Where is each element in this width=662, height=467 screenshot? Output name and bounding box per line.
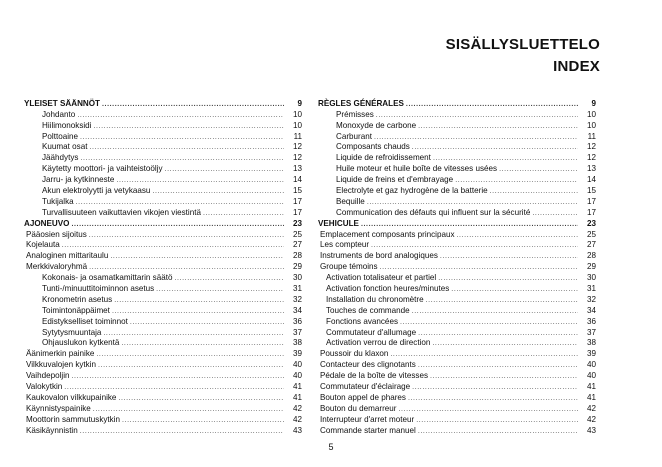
dot-leader (110, 252, 284, 261)
toc-entry-row[interactable] (318, 261, 596, 272)
toc-entry-label: Akun elektrolyytti ja vetykaasu (42, 186, 151, 196)
toc-entry-label: Electrolyte et gaz hydrogène de la batterie (336, 186, 488, 196)
toc-entry-row[interactable] (318, 392, 596, 403)
dot-leader (418, 329, 578, 338)
dot-leader (499, 165, 578, 174)
toc-entry-label: Bequille (336, 196, 365, 206)
toc-entry-label: Turvallisuuteen vaikuttavien vikojen viestintä (42, 207, 201, 217)
dot-leader (412, 383, 578, 392)
toc-entry-row[interactable] (318, 305, 596, 316)
toc-page-number: 12 (586, 153, 596, 163)
toc-entry-label: Liquide de refroidissement (336, 153, 431, 163)
toc-page-number: 41 (292, 382, 302, 392)
dot-leader (361, 220, 578, 229)
toc-page-number: 17 (586, 196, 596, 206)
dot-leader (71, 220, 284, 229)
toc-page-number: 15 (586, 186, 596, 196)
toc-entry-label: Installation du chronomètre (326, 294, 424, 304)
toc-entry-row[interactable] (318, 272, 596, 283)
toc-page-number: 14 (586, 175, 596, 185)
toc-page-number: 17 (292, 207, 302, 217)
toc-entry-row[interactable] (318, 381, 596, 392)
toc-entry-label: Hiilimonoksidi (42, 120, 92, 130)
toc-page-number: 34 (586, 305, 596, 315)
toc-page-number: 9 (297, 98, 302, 108)
toc-entry-label: Carburant (336, 131, 372, 141)
toc-page-number: 30 (586, 273, 596, 283)
toc-entry-row[interactable] (318, 120, 596, 131)
toc-entry-row[interactable] (24, 338, 302, 349)
toc-entry-label: Käynnistyspainike (26, 403, 91, 413)
toc-section-row[interactable] (318, 218, 596, 229)
toc-entry-label: Merkkivaloryhmä (26, 262, 88, 272)
toc-entry-label: RÈGLES GÉNÉRALES (318, 98, 404, 108)
toc-entry-label: AJONEUVO (24, 218, 70, 228)
toc-page-number: 14 (292, 175, 302, 185)
dot-leader (130, 318, 284, 327)
toc-entry-label: Commutateur d'allumage (326, 327, 417, 337)
toc-page-number: 27 (292, 240, 302, 250)
toc-entry-label: Moottorin sammutuskytkin (26, 414, 121, 424)
toc-page-number: 29 (586, 262, 596, 272)
toc-entry-label: Kaukovalon vilkkupainike (26, 392, 117, 402)
toc-entry-label: Kuumat osat (42, 142, 88, 152)
toc-entry-row[interactable] (318, 152, 596, 163)
toc-column-finnish (24, 98, 302, 436)
toc-page-number: 11 (587, 131, 596, 141)
toc-page-number: 17 (586, 207, 596, 217)
toc-entry-label: Instruments de bord analogiques (320, 251, 438, 261)
toc-entry-label: Analoginen mittaritaulu (26, 251, 109, 261)
dot-leader (433, 154, 578, 163)
toc-page-number: 13 (586, 164, 596, 174)
toc-entry-label: Fonctions avancées (326, 316, 398, 326)
toc-entry-row[interactable] (318, 359, 596, 370)
dot-leader (112, 307, 284, 316)
toc-page-number: 39 (292, 349, 302, 359)
toc-section-row[interactable] (24, 218, 302, 229)
toc-page-number: 10 (586, 120, 596, 130)
toc-page-number: 43 (586, 425, 596, 435)
dot-leader (122, 416, 284, 425)
dot-leader (156, 285, 284, 294)
toc-entry-label: Bouton appel de phares (320, 392, 406, 402)
toc-page-number: 10 (292, 120, 302, 130)
toc-entry-label: Toimintonäppäimet (42, 305, 110, 315)
toc-entry-label: Groupe témoins (320, 262, 378, 272)
toc-entry-label: Äänimerkin painike (26, 349, 95, 359)
toc-entry-row[interactable] (24, 370, 302, 381)
dot-leader (102, 100, 284, 109)
dot-leader (412, 307, 578, 316)
toc-entry-row[interactable] (318, 196, 596, 207)
toc-entry-row[interactable] (24, 120, 302, 131)
toc-entry-label: Commande starter manuel (320, 425, 416, 435)
dot-leader (93, 405, 284, 414)
toc-page-number: 38 (292, 338, 302, 348)
index-title-french: INDEX (553, 58, 600, 75)
dot-leader (114, 296, 284, 305)
dot-leader (374, 133, 578, 142)
toc-entry-label: Pédale de la boîte de vitesses (320, 371, 428, 381)
toc-entry-label: Edistykselliset toiminnot (42, 316, 128, 326)
dot-leader (400, 318, 578, 327)
toc-page-number: 11 (293, 131, 302, 141)
toc-entry-label: Vaihdepoljin (26, 371, 70, 381)
toc-entry-label: Vilkkuvalojen kytkin (26, 360, 97, 370)
dot-leader (438, 274, 578, 283)
toc-page-number: 30 (292, 273, 302, 283)
dot-leader (89, 143, 284, 152)
toc-entry-row[interactable] (318, 109, 596, 120)
toc-page-number: 37 (292, 327, 302, 337)
toc-entry-row[interactable] (24, 109, 302, 120)
toc-entry-row[interactable] (318, 283, 596, 294)
toc-entry-row[interactable] (24, 174, 302, 185)
toc-page-number: 31 (292, 284, 302, 294)
toc-entry-row[interactable] (318, 207, 596, 218)
toc-page-number: 29 (292, 262, 302, 272)
toc-page-number: 42 (586, 403, 596, 413)
toc-entry-row[interactable] (24, 152, 302, 163)
dot-leader (80, 133, 284, 142)
toc-page-number: 32 (586, 294, 596, 304)
toc-entry-label: Valokytkin (26, 382, 63, 392)
toc-entry-label: Ohjauslukon kytkentä (42, 338, 120, 348)
toc-entry-row[interactable] (318, 348, 596, 359)
toc-entry-label: Tukijalka (42, 196, 74, 206)
toc-entry-label: Kokonais- ja osamatkamittarin säätö (42, 273, 173, 283)
dot-leader (80, 427, 284, 436)
toc-entry-label: Composants chauds (336, 142, 410, 152)
dot-leader (203, 209, 284, 218)
dot-leader (532, 209, 578, 218)
dot-leader (121, 339, 284, 348)
dot-leader (451, 285, 578, 294)
toc-page-number: 40 (292, 371, 302, 381)
dot-leader (152, 187, 284, 196)
toc-entry-label: Käytetty moottori- ja vaihteistoöljy (42, 164, 163, 174)
toc-entry-row[interactable] (24, 425, 302, 436)
toc-entry-row[interactable] (24, 392, 302, 403)
toc-page-number: 28 (586, 251, 596, 261)
dot-leader (390, 350, 578, 359)
toc-entry-row[interactable] (318, 229, 596, 240)
toc-entry-label: Johdanto (42, 109, 76, 119)
toc-section-row[interactable] (24, 98, 302, 109)
toc-entry-label: Activation verrou de direction (326, 338, 431, 348)
toc-page-number: 39 (586, 349, 596, 359)
toc-entry-row[interactable] (24, 327, 302, 338)
toc-page-number: 40 (586, 360, 596, 370)
toc-page-number: 41 (292, 392, 302, 402)
dot-leader (89, 263, 284, 272)
dot-leader (77, 111, 284, 120)
toc-entry-row[interactable] (318, 174, 596, 185)
toc-section-row[interactable] (318, 98, 596, 109)
dot-leader (96, 350, 284, 359)
dot-leader (432, 339, 578, 348)
toc-entry-row[interactable] (318, 327, 596, 338)
toc-page-number: 27 (586, 240, 596, 250)
toc-page-number: 23 (586, 218, 596, 228)
toc-entry-row[interactable] (24, 196, 302, 207)
toc-entry-row[interactable] (24, 142, 302, 153)
toc-column-french (318, 98, 596, 436)
dot-leader (103, 329, 284, 338)
toc-entry-label: Sytytysmuuntaja (42, 327, 102, 337)
toc-entry-label: Interrupteur d'arret moteur (320, 414, 415, 424)
toc-entry-row[interactable] (24, 131, 302, 142)
toc-entry-label: Les compteur (320, 240, 370, 250)
dot-leader (418, 122, 578, 131)
toc-entry-row[interactable] (318, 131, 596, 142)
page-number: 5 (328, 442, 334, 452)
dot-leader (72, 372, 285, 381)
toc-entry-row[interactable] (318, 338, 596, 349)
toc-page-number: 10 (292, 109, 302, 119)
dot-leader (118, 394, 284, 403)
dot-leader (174, 274, 284, 283)
dot-leader (116, 176, 284, 185)
dot-leader (406, 100, 578, 109)
dot-leader (76, 198, 284, 207)
toc-entry-label: Commutateur d'éclairage (320, 382, 411, 392)
dot-leader (408, 394, 578, 403)
toc-entry-row[interactable] (24, 294, 302, 305)
toc-entry-label: Polttoaine (42, 131, 78, 141)
toc-entry-row[interactable] (318, 240, 596, 251)
dot-leader (62, 241, 284, 250)
toc-entry-row[interactable] (318, 142, 596, 153)
toc-entry-row[interactable] (318, 250, 596, 261)
toc-entry-row[interactable] (318, 163, 596, 174)
toc-entry-label: Kojelauta (26, 240, 60, 250)
toc-page-number: 36 (586, 316, 596, 326)
toc-page-number: 25 (586, 229, 596, 239)
toc-page-number: 10 (586, 109, 596, 119)
toc-page-number: 36 (292, 316, 302, 326)
toc-entry-row[interactable] (24, 348, 302, 359)
toc-entry-row[interactable] (24, 185, 302, 196)
toc-entry-row[interactable] (24, 283, 302, 294)
toc-page-number: 28 (292, 251, 302, 261)
toc-entry-label: Prémisses (336, 109, 374, 119)
toc-entry-label: Jarru- ja kytkinneste (42, 175, 115, 185)
toc-entry-row[interactable] (24, 414, 302, 425)
toc-page-number: 37 (586, 327, 596, 337)
toc-entry-label: YLEISET SÄÄNNÖT (24, 98, 100, 108)
toc-entry-row[interactable] (24, 305, 302, 316)
toc-entry-label: Poussoir du klaxon (320, 349, 389, 359)
toc-entry-label: Communication des défauts qui influent sur la sécurité (336, 207, 531, 217)
toc-entry-row[interactable] (318, 316, 596, 327)
toc-entry-row[interactable] (24, 229, 302, 240)
toc-page-number: 41 (586, 392, 596, 402)
dot-leader (367, 198, 578, 207)
toc-entry-label: Pääosien sijoitus (26, 229, 87, 239)
dot-leader (64, 383, 284, 392)
toc-page-number: 25 (292, 229, 302, 239)
toc-entry-label: Emplacement composants principaux (320, 229, 455, 239)
toc-page-number: 42 (586, 414, 596, 424)
dot-leader (371, 241, 578, 250)
index-title-finnish: SISÄLLYSLUETTELO (445, 36, 600, 53)
toc-page-number: 23 (292, 218, 302, 228)
toc-page-number: 15 (292, 186, 302, 196)
toc-page-number: 12 (586, 142, 596, 152)
toc-entry-row[interactable] (24, 207, 302, 218)
toc-entry-label: Contacteur des clignotants (320, 360, 416, 370)
dot-leader (165, 165, 284, 174)
dot-leader (412, 143, 578, 152)
toc-entry-label: Käsikäynnistin (26, 425, 78, 435)
toc-entry-row[interactable] (318, 425, 596, 436)
dot-leader (416, 416, 578, 425)
toc-entry-label: Activation fonction heures/minutes (326, 284, 450, 294)
dot-leader (399, 405, 579, 414)
toc-entry-label: Touches de commande (326, 305, 410, 315)
toc-entry-row[interactable] (318, 403, 596, 414)
toc-page-number: 12 (292, 142, 302, 152)
toc-entry-row[interactable] (24, 403, 302, 414)
dot-leader (418, 427, 578, 436)
toc-page-number: 38 (586, 338, 596, 348)
toc-entry-row[interactable] (24, 359, 302, 370)
toc-entry-label: Tunti-/minuuttitoiminnon asetus (42, 284, 155, 294)
dot-leader (440, 252, 578, 261)
dot-leader (426, 296, 578, 305)
toc-entry-row[interactable] (24, 272, 302, 283)
toc-entry-label: Bouton du demarreur (320, 403, 397, 413)
toc-entry-row[interactable] (318, 370, 596, 381)
toc-entry-label: Activation totalisateur et partiel (326, 273, 437, 283)
dot-leader (89, 231, 284, 240)
toc-page-number: 42 (292, 403, 302, 413)
toc-entry-row[interactable] (24, 381, 302, 392)
toc-entry-row[interactable] (318, 185, 596, 196)
toc-page-number: 17 (292, 196, 302, 206)
toc-entry-label: Jäähdytys (42, 153, 79, 163)
toc-entry-row[interactable] (24, 240, 302, 251)
toc-page-number: 34 (292, 305, 302, 315)
dot-leader (455, 176, 578, 185)
toc-entry-row[interactable] (318, 414, 596, 425)
dot-leader (380, 263, 578, 272)
toc-page-number: 31 (586, 284, 596, 294)
toc-entry-row[interactable] (24, 316, 302, 327)
toc-page-number: 41 (586, 382, 596, 392)
toc-page-number: 43 (292, 425, 302, 435)
dot-leader (418, 361, 578, 370)
toc-page-number: 42 (292, 414, 302, 424)
toc-page-number: 40 (292, 360, 302, 370)
dot-leader (490, 187, 578, 196)
dot-leader (80, 154, 284, 163)
toc-page-number: 13 (292, 164, 302, 174)
toc-page-number: 9 (591, 98, 596, 108)
dot-leader (98, 361, 284, 370)
toc-entry-label: Monoxyde de carbone (336, 120, 417, 130)
toc-page-number: 32 (292, 294, 302, 304)
toc-entry-label: VEHICULE (318, 218, 359, 228)
toc-page-number: 12 (292, 153, 302, 163)
toc-entry-row[interactable] (24, 261, 302, 272)
toc-entry-row[interactable] (24, 250, 302, 261)
toc-entry-label: Huile moteur et huile boîte de vitesses usées (336, 164, 498, 174)
toc-page-number: 40 (586, 371, 596, 381)
toc-entry-label: Liquide de freins et d'embrayage (336, 175, 454, 185)
toc-entry-row[interactable] (24, 163, 302, 174)
dot-leader (93, 122, 284, 131)
dot-leader (457, 231, 578, 240)
toc-entry-label: Kronometrin asetus (42, 294, 113, 304)
dot-leader (376, 111, 578, 120)
dot-leader (430, 372, 578, 381)
toc-entry-row[interactable] (318, 294, 596, 305)
